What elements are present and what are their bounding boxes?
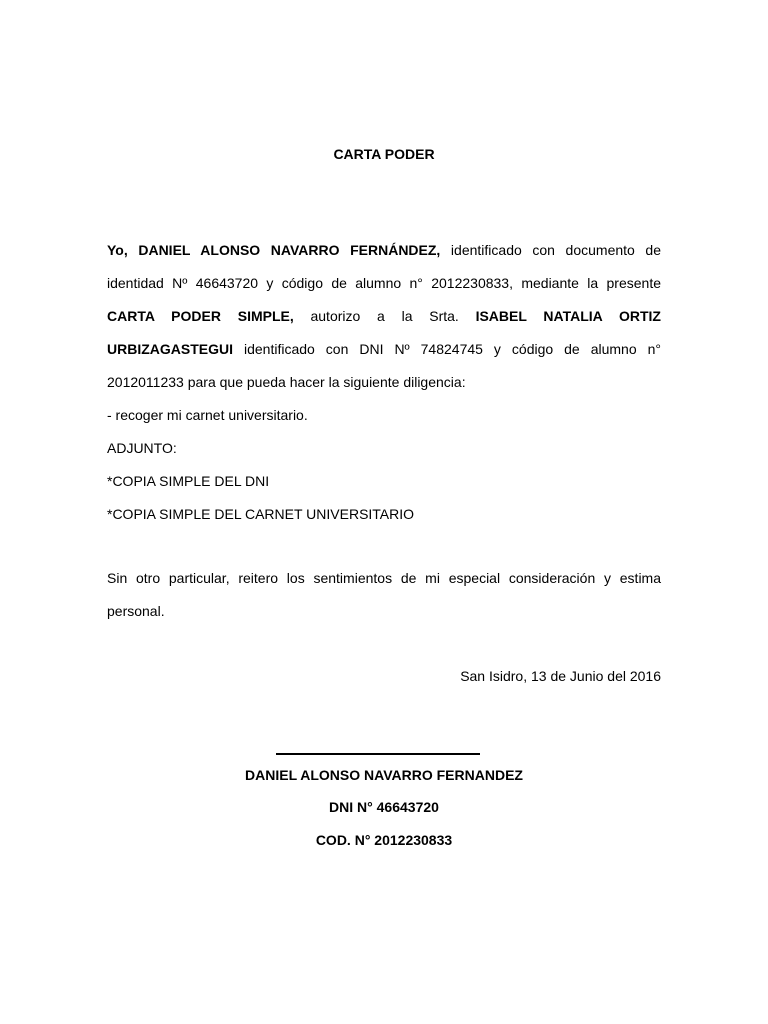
attachments-label: ADJUNTO: (107, 440, 177, 456)
grantor-intro: Yo, DANIEL ALONSO NAVARRO FERNÁNDEZ, (107, 242, 441, 258)
grantee-name: ISABEL NATALIA ORTIZ URBIZAGASTEGUI (107, 308, 661, 357)
document-title: CARTA PODER (333, 146, 435, 162)
closing-paragraph: Sin otro particular, reitero los sentimientos de mi especial consideración y estima personal. (107, 570, 661, 619)
attachment-item: *COPIA SIMPLE DEL CARNET UNIVERSITARIO (107, 506, 415, 522)
signatory-dni: DNI N° 46643720 (329, 799, 439, 815)
grantor-details: identificado con documento de identidad Nº 46643720 y código de alumno n° 2012230833, mediante la presente (107, 242, 661, 291)
task-item: - recoger mi carnet universitario. (107, 407, 308, 423)
place-date: San Isidro, 13 de Junio del 2016 (460, 668, 661, 684)
grantee-details: identificado con DNI Nº 74824745 y código de alumno n° 2012011233 para que pueda hacer la siguiente diligencia: (107, 341, 661, 390)
authorization-paragraph (107, 234, 661, 399)
document-body (107, 234, 661, 531)
document-type-label: CARTA PODER SIMPLE, (107, 308, 294, 324)
signatory-code: COD. N° 2012230833 (315, 832, 453, 848)
signature-line (276, 753, 480, 755)
authorization-text: autorizo a la Srta. (293, 308, 476, 324)
closing-block (107, 562, 661, 628)
attachment-item: *COPIA SIMPLE DEL DNI (107, 473, 270, 489)
signatory-name: DANIEL ALONSO NAVARRO FERNANDEZ (245, 767, 523, 783)
